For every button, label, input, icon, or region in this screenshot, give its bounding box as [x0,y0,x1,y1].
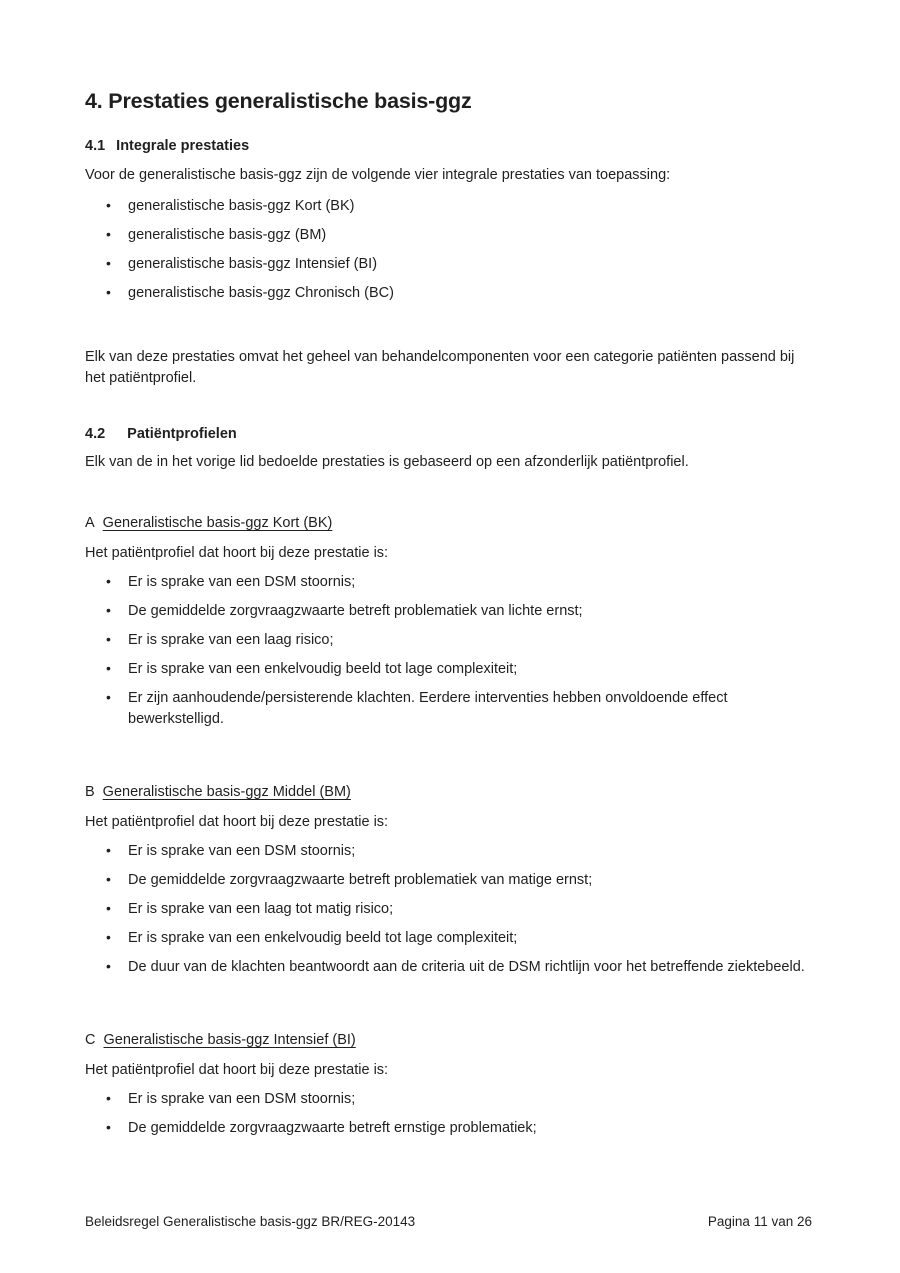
profile-letter: A [85,515,95,531]
section-4-2-intro: Elk van de in het vorige lid bedoelde prestaties is gebaseerd op een afzonderlijk patiëntprofiel. [85,454,689,470]
list-item: • De gemiddelde zorgvraagzwaarte betreft problematiek van lichte ernst; [85,601,812,622]
profile-lead: Het patiëntprofiel dat hoort bij deze prestatie is: [85,814,389,830]
profile-title: Generalistische basis-ggz Middel (BM) [102,784,351,800]
profile-letter: B [85,784,95,800]
profile-criteria-list [85,572,812,730]
profile-block-a [85,514,812,730]
list-item: • generalistische basis-ggz Chronisch (BC) [85,283,812,304]
profile-lead: Het patiëntprofiel dat hoort bij deze prestatie is: [85,545,389,561]
profile-block-c [85,1031,812,1139]
profile-criteria-list [85,1089,812,1139]
prestaties-list [85,196,812,304]
list-item: • De duur van de klachten beantwoordt aan de criteria uit de DSM richtlijn voor het betreffende ziektebeeld. [85,957,812,978]
section-4-1-outro: Elk van deze prestaties omvat het geheel van behandelcomponenten voor een categorie patiënten passend bij het patiëntprofiel. [85,349,795,386]
list-item: • generalistische basis-ggz Intensief (BI) [85,254,812,275]
profile-letter: C [85,1032,96,1048]
section-heading-4-2 [85,425,812,444]
page-title: 4. Prestaties generalistische basis-ggz [85,89,472,113]
list-item: • generalistische basis-ggz Kort (BK) [85,196,812,217]
page-footer [85,1213,812,1231]
list-item: • Er is sprake van een enkelvoudig beeld tot lage complexiteit; [85,928,812,949]
profile-heading-c [85,1031,812,1050]
profile-title: Generalistische basis-ggz Intensief (BI) [103,1032,356,1048]
profile-heading-b [85,783,812,802]
section-title-4-2: Patiëntprofielen [127,426,237,442]
list-item: • De gemiddelde zorgvraagzwaarte betreft problematiek van matige ernst; [85,870,812,891]
list-item: • Er is sprake van een DSM stoornis; [85,841,812,862]
profile-lead: Het patiëntprofiel dat hoort bij deze prestatie is: [85,1062,389,1078]
list-item: • Er is sprake van een laag risico; [85,630,812,651]
footer-page-number: Pagina 11 van 26 [707,1214,812,1229]
list-item: • Er is sprake van een DSM stoornis; [85,572,812,593]
section-heading-4-1 [85,137,812,156]
section-number-4-1: 4.1 [85,138,106,154]
section-4-1-intro: Voor de generalistische basis-ggz zijn de volgende vier integrale prestaties van toepassing: [85,167,671,183]
profile-heading-a [85,514,812,533]
section-title-4-1: Integrale prestaties [116,138,250,154]
list-item: • Er is sprake van een DSM stoornis; [85,1089,812,1110]
section-number-4-2: 4.2 [85,426,106,442]
list-item: • De gemiddelde zorgvraagzwaarte betreft ernstige problematiek; [85,1118,812,1139]
profile-criteria-list [85,841,812,978]
list-item: • Er is sprake van een laag tot matig risico; [85,899,812,920]
list-item: • Er is sprake van een enkelvoudig beeld tot lage complexiteit; [85,659,812,680]
list-item: • generalistische basis-ggz (BM) [85,225,812,246]
profile-title: Generalistische basis-ggz Kort (BK) [102,515,333,531]
profile-block-b [85,783,812,978]
footer-document-title: Beleidsregel Generalistische basis-ggz BR/REG-20143 [85,1214,416,1229]
list-item: • Er zijn aanhoudende/persisterende klachten. Eerdere interventies hebben onvoldoende effect bewerkstelligd. [85,688,812,730]
